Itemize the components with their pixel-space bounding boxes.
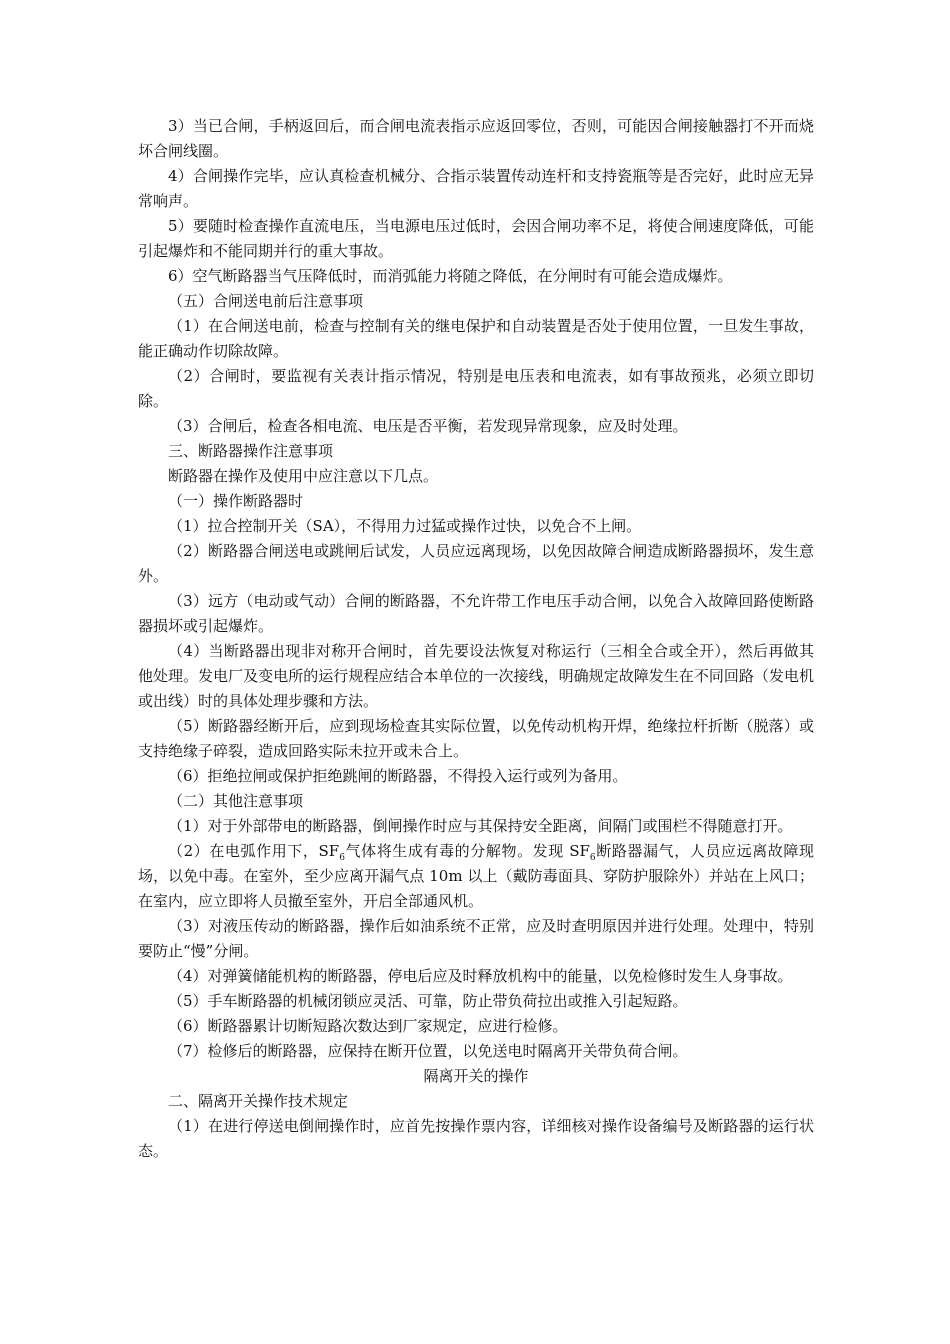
paragraph: （5）手车断路器的机械闭锁应灵活、可靠，防止带负荷拉出或推入引起短路。	[168, 992, 688, 1010]
paragraph-sf6	[138, 839, 814, 914]
paragraph: （6）拒绝拉闸或保护拒绝跳闸的断路器，不得投入运行或列为备用。	[168, 767, 628, 785]
paragraph: 4）合闸操作完毕，应认真检查机械分、合指示装置传动连杆和支持瓷瓶等是否完好，此时应无异常响声。	[138, 167, 814, 210]
paragraph: 5）要随时检查操作直流电压，当电源电压过低时，会因合闸功率不足，将使合闸速度降低，可能引起爆炸和不能同期并行的重大事故。	[138, 217, 814, 260]
section-title: 隔离开关的操作	[423, 1067, 529, 1085]
paragraph: （1）在合闸送电前，检查与控制有关的继电保护和自动装置是否处于使用位置，一旦发生事故，能正确动作切除故障。	[138, 317, 814, 360]
paragraph: （2）合闸时，要监视有关表计指示情况，特别是电压表和电流表，如有事故预兆，必须立即切除。	[138, 367, 814, 410]
paragraph: 断路器在操作及使用中应注意以下几点。	[168, 467, 439, 485]
paragraph: （1）在进行停送电倒闸操作时，应首先按操作票内容，详细核对操作设备编号及断路器的运行状态。	[138, 1117, 814, 1160]
paragraph: （1）对于外部带电的断路器，倒闸操作时应与其保持安全距离，间隔门或围栏不得随意打开。	[168, 817, 793, 835]
subsection-heading: （五）合闸送电前后注意事项	[168, 292, 364, 310]
paragraph: （7）检修后的断路器，应保持在断开位置，以免送电时隔离开关带负荷合闸。	[168, 1042, 688, 1060]
section-heading: 二、隔离开关操作技术规定	[168, 1092, 349, 1110]
paragraph: （4）当断路器出现非对称开合闸时，首先要设法恢复对称运行（三相全合或全开），然后再做其他处理。发电厂及变电所的运行规程应结合本单位的一次接线，明确规定故障发生在不同回路（发电机或出线）时的具体处理步骤和方法。	[138, 642, 814, 710]
paragraph: （5）断路器经断开后，应到现场检查其实际位置，以免传动机构开焊，绝缘拉杆折断（脱落）或支持绝缘子碎裂，造成回路实际未拉开或未合上。	[138, 717, 814, 760]
section-heading: 三、断路器操作注意事项	[168, 442, 334, 460]
text-run: 断路器漏气，人员应远离故障现场，以免中毒。在室外，至少应离开漏气点 10m 以上（戴防毒面具、穿防护服除外）并站在上风口；在室内，应立即将人员撤至室外，开启全部通风机。	[138, 842, 814, 910]
subsection-heading: （一）操作断路器时	[168, 492, 304, 510]
paragraph: （3）合闸后，检查各相电流、电压是否平衡，若发现异常现象，应及时处理。	[168, 417, 688, 435]
paragraph: （3）对液压传动的断路器，操作后如油系统不正常，应及时查明原因并进行处理。处理中，特别要防止“慢”分闸。	[138, 917, 814, 960]
text-run: 气体将生成有毒的分解物。发现 SF	[344, 842, 590, 860]
paragraph: 6）空气断路器当气压降低时，而消弧能力将随之降低，在分闸时有可能会造成爆炸。	[168, 267, 733, 285]
paragraph: 3）当已合闸，手柄返回后，而合闸电流表指示应返回零位，否则，可能因合闸接触器打不开而烧坏合闸线圈。	[138, 117, 814, 160]
paragraph: （3）远方（电动或气动）合闸的断路器，不允许带工作电压手动合闸，以免合入故障回路使断路器损坏或引起爆炸。	[138, 592, 814, 635]
subsection-heading: （二）其他注意事项	[168, 792, 304, 810]
paragraph: （2）断路器合闸送电或跳闸后试发，人员应远离现场，以免因故障合闸造成断路器损坏，发生意外。	[138, 542, 814, 585]
paragraph: （1）拉合控制开关（SA），不得用力过猛或操作过快，以免合不上闸。	[168, 517, 642, 535]
document-body	[138, 114, 814, 1164]
paragraph: （6）断路器累计切断短路次数达到厂家规定，应进行检修。	[168, 1017, 568, 1035]
subscript: 6	[589, 853, 596, 863]
text-run: （2）在电弧作用下，SF	[168, 842, 340, 860]
subscript: 6	[339, 853, 345, 863]
paragraph: （4）对弹簧储能机构的断路器，停电后应及时释放机构中的能量，以免检修时发生人身事故。	[168, 967, 793, 985]
